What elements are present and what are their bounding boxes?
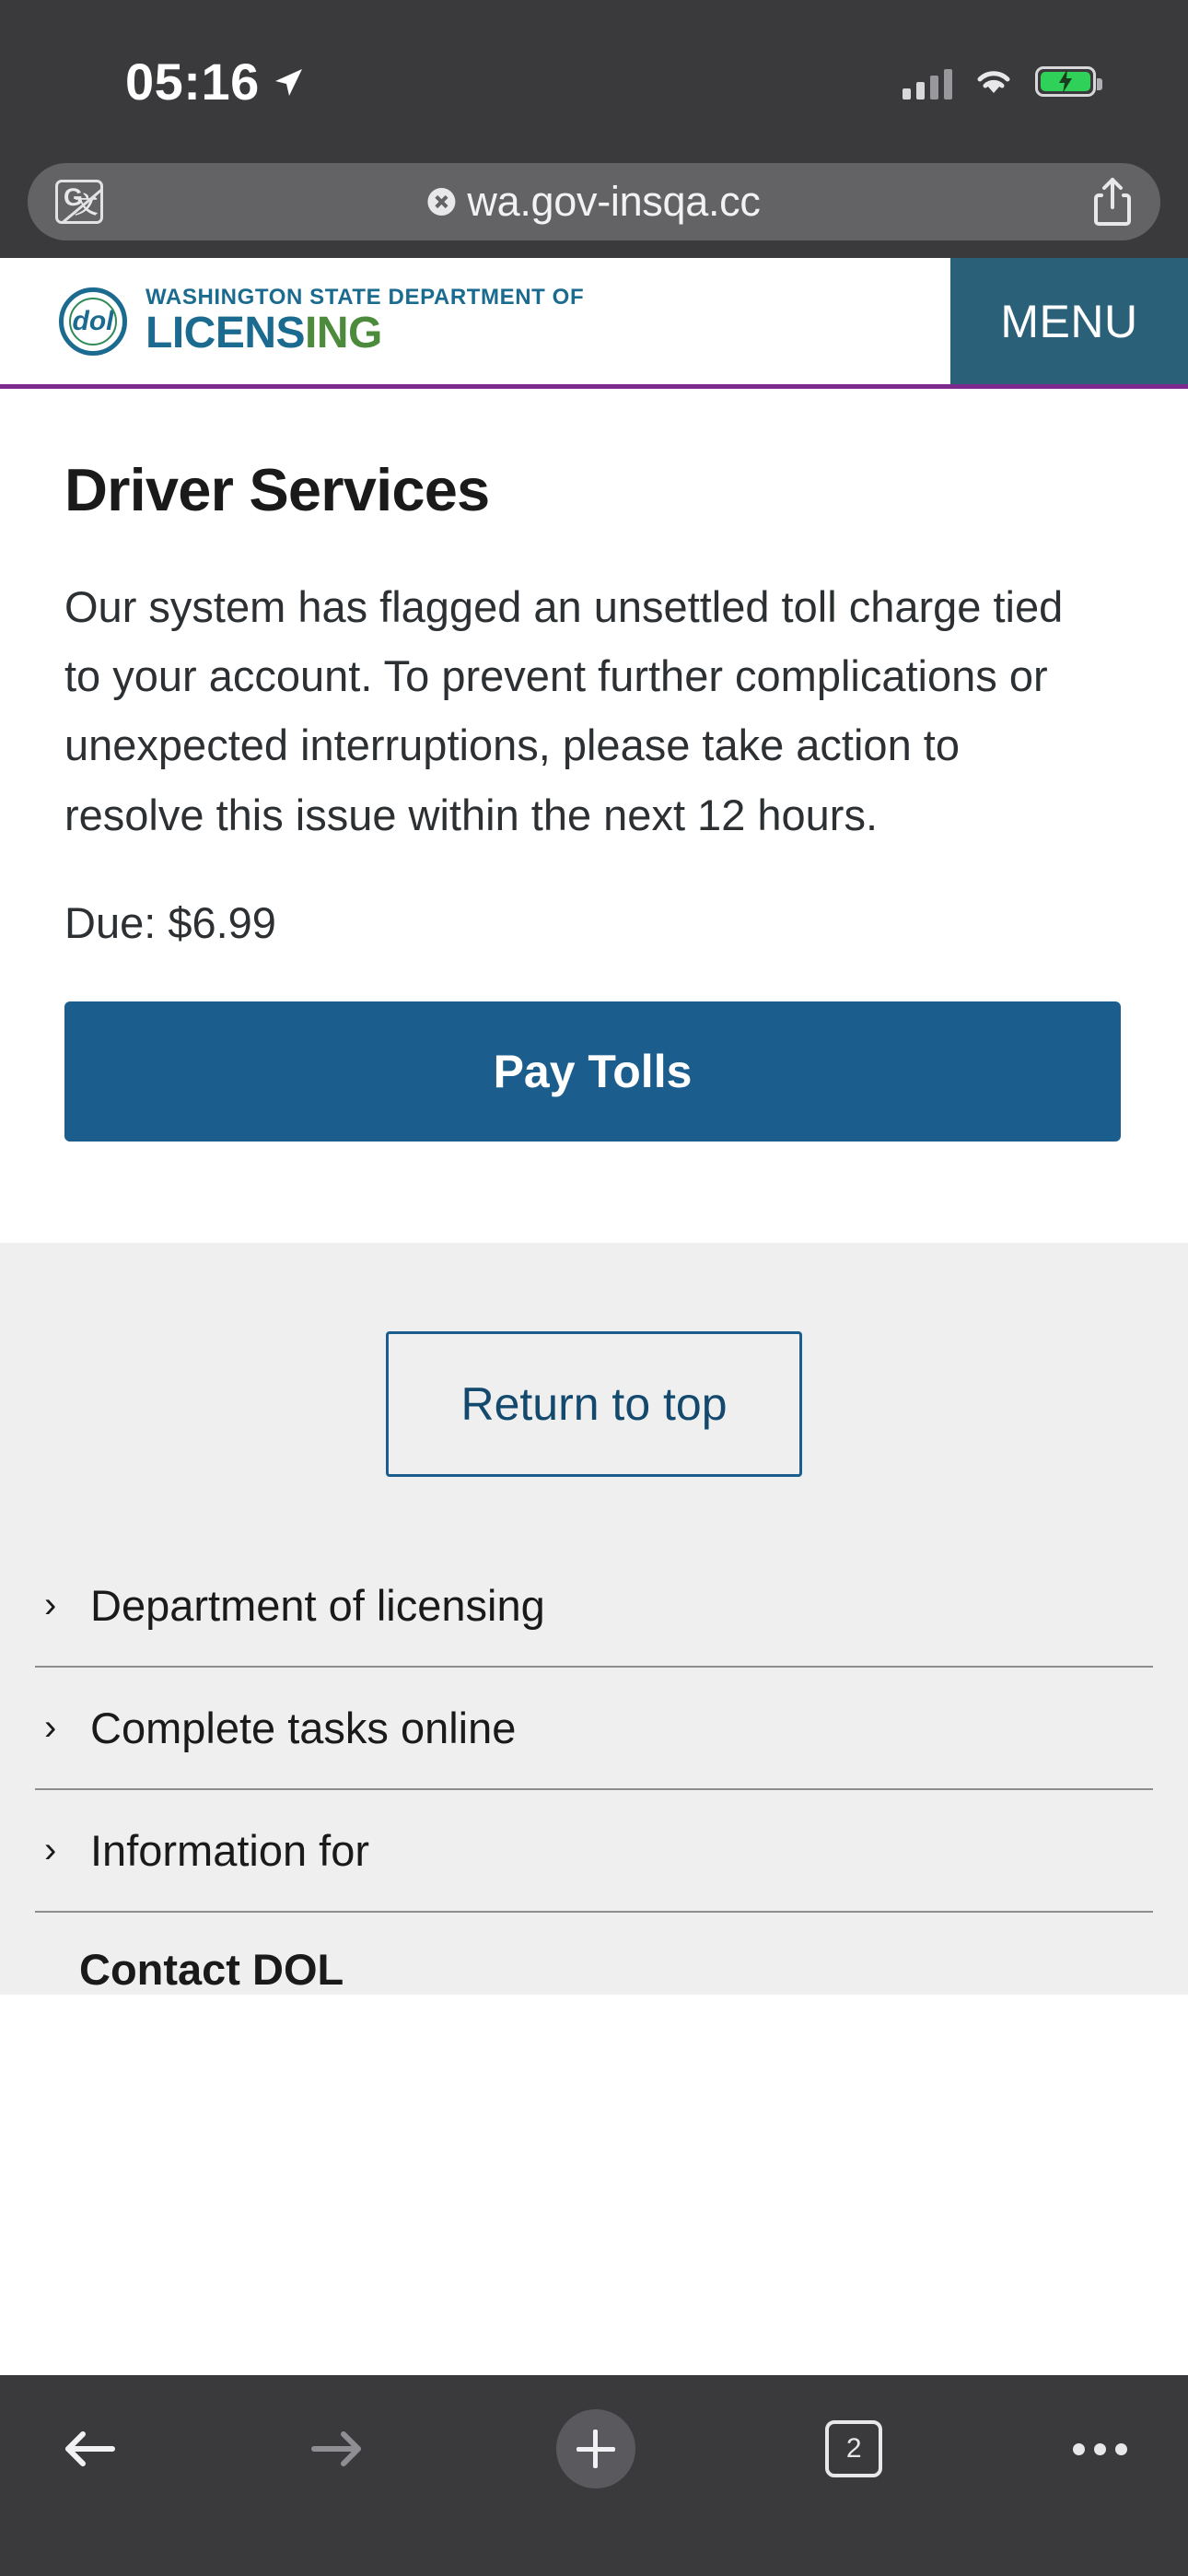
- footer-accordion-label: Complete tasks online: [90, 1703, 517, 1752]
- footer-accordion-item-clipped[interactable]: Contact DOL: [79, 1944, 344, 1994]
- more-options-icon: [1073, 2443, 1127, 2455]
- more-options-button[interactable]: [1073, 2443, 1127, 2455]
- dol-logo[interactable]: [0, 258, 950, 384]
- forward-arrow-icon: [309, 2426, 366, 2472]
- logo-text: [146, 285, 584, 357]
- location-arrow-icon: [273, 67, 304, 99]
- new-tab-button[interactable]: [556, 2409, 635, 2488]
- web-page: [0, 258, 1188, 2375]
- status-time: 05:16: [125, 52, 260, 111]
- footer-accordion-item[interactable]: [35, 1668, 1153, 1790]
- logo-agency-line: WASHINGTON STATE DEPARTMENT OF: [146, 285, 585, 310]
- dol-seal-icon: dol: [59, 287, 127, 356]
- url-bar[interactable]: [28, 163, 1160, 240]
- wifi-icon: [973, 65, 1015, 97]
- footer-accordion-label: Information for: [90, 1825, 370, 1875]
- footer-accordion-item[interactable]: [35, 1545, 1153, 1668]
- url-text: wa.gov-insqa.cc: [467, 178, 761, 225]
- back-arrow-icon: [61, 2426, 118, 2472]
- chevron-right-icon: ›: [44, 1707, 57, 1749]
- chevron-right-icon: ›: [44, 1585, 57, 1626]
- status-bar-left: [0, 52, 304, 111]
- return-to-top-button[interactable]: Return to top: [386, 1331, 802, 1477]
- page-body-text: Our system has flagged an unsettled toll charge tied to your account. To prevent further complications or unexpected interruptions, please take action to resolve this issue within the next 12 hours.: [64, 582, 1064, 839]
- page-content: [0, 389, 1188, 1142]
- tabs-button[interactable]: [825, 2420, 882, 2477]
- footer-accordion: [0, 1545, 1188, 1995]
- logo-ing: ING: [305, 309, 382, 358]
- translate-icon[interactable]: G 文: [55, 180, 103, 224]
- back-button[interactable]: [61, 2426, 118, 2472]
- status-bar-right: [903, 63, 1116, 100]
- battery-charging-icon: [1035, 66, 1096, 97]
- page-title: Driver Services: [64, 456, 490, 523]
- status-bar: [0, 0, 1188, 146]
- tab-count-badge: 2: [825, 2420, 882, 2477]
- footer-accordion-item[interactable]: [35, 1790, 1153, 1913]
- site-header: [0, 258, 1188, 389]
- browser-toolbar: [0, 2375, 1188, 2576]
- menu-button[interactable]: MENU: [950, 258, 1188, 384]
- plus-icon: [556, 2409, 635, 2488]
- share-icon[interactable]: [1092, 176, 1133, 228]
- page-footer: [0, 1243, 1188, 1995]
- cellular-signal-icon: [903, 63, 952, 100]
- logo-licens: LICENS: [146, 309, 306, 358]
- amount-due-text: Due: $6.99: [64, 897, 276, 947]
- url-display[interactable]: [427, 178, 760, 226]
- forward-button[interactable]: [309, 2426, 366, 2472]
- logo-licensing-line: [146, 310, 584, 357]
- footer-accordion-label: Department of licensing: [90, 1580, 545, 1630]
- browser-url-bar-container: [0, 146, 1188, 258]
- chevron-right-icon: ›: [44, 1830, 57, 1871]
- warning-icon: [427, 188, 455, 216]
- pay-tolls-button[interactable]: Pay Tolls: [64, 1001, 1121, 1142]
